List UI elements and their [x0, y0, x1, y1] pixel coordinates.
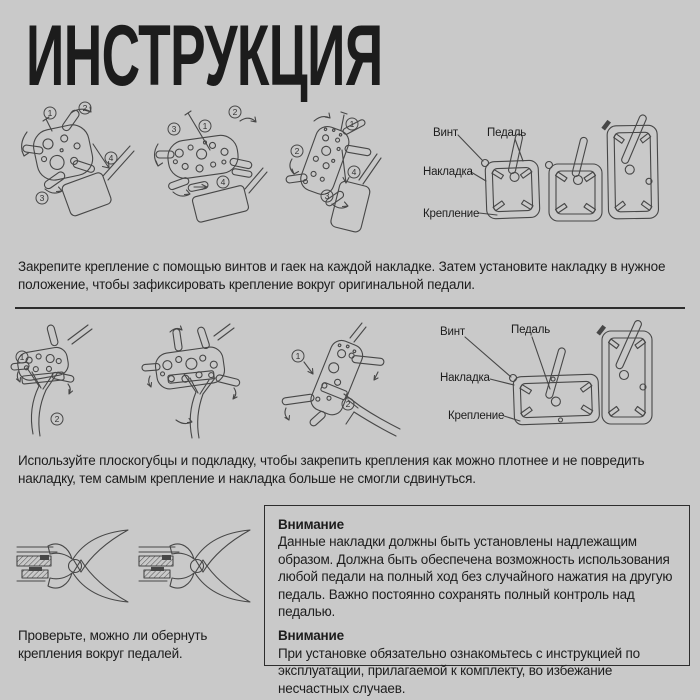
step-callout-4 [348, 166, 360, 178]
svg-text:4: 4 [220, 177, 226, 187]
svg-text:3: 3 [39, 193, 45, 203]
warning-heading-2: Внимание [278, 628, 344, 644]
step-callout-2 [79, 102, 91, 114]
step-callout-3 [321, 190, 333, 202]
pedal-label: Педаль [487, 127, 527, 139]
step-callout-2 [229, 106, 241, 118]
svg-text:1: 1 [19, 352, 25, 362]
svg-text:2: 2 [232, 107, 238, 117]
step-callout-2 [51, 413, 63, 425]
mount-label: Крепление [448, 410, 505, 422]
diagram-square-pad-steps [10, 100, 160, 245]
svg-text:4: 4 [108, 153, 114, 163]
step-callout-1 [16, 351, 28, 363]
check-caption: Проверьте, можно ли обернуть крепления вокруг педалей. [18, 628, 208, 661]
warning-heading-1: Внимание [278, 517, 344, 532]
svg-text:1: 1 [295, 351, 301, 361]
step-callout-3 [168, 123, 180, 135]
svg-text:4: 4 [351, 167, 357, 177]
step-callout-4 [217, 176, 229, 188]
svg-text:1: 1 [349, 119, 355, 129]
svg-text:3: 3 [171, 124, 177, 134]
svg-text:2: 2 [82, 103, 88, 113]
svg-text:2: 2 [294, 146, 300, 156]
warning-box [264, 505, 690, 696]
diagram-tall-pad-steps [285, 100, 420, 245]
pad-label: Накладка [423, 166, 473, 178]
diagram-pliers-square-pad [10, 320, 140, 450]
step-callout-3 [36, 192, 48, 204]
step-callout-1 [346, 118, 358, 130]
svg-text:2: 2 [345, 399, 351, 409]
diagram-labeled-pedals-2 [420, 315, 690, 450]
diagram-pliers-tall-pad [280, 320, 420, 450]
step-callout-1 [199, 120, 211, 132]
diagram-pliers-check [15, 520, 270, 616]
diagram-labeled-pedals-1 [420, 105, 690, 240]
step-callout-4 [105, 152, 117, 164]
warning-text-1: Данные накладки должны быть установлены надлежащим образом. Должна быть обеспечена возможность использования любой педали на полный ход без случайного нажатия на другую педаль. Важно постоянно сохранять полный контроль над педалью. [278, 534, 673, 620]
instruction-text-1: Закрепите крепление с помощью винтов и гаек на каждой накладке. Затем установите накладку в нужное положение, чтобы зафиксировать крепление вокруг оригинальной педали. [18, 259, 666, 292]
diagram-wide-pad-steps [150, 100, 270, 245]
warning-text-2: При установке обязательно ознакомьтесь с инструкцией по эксплуатации, прилагаемой к комплекту, во избежание несчастных случаев. [278, 645, 640, 696]
screw-label: Винт [433, 127, 458, 139]
step-callout-1 [292, 350, 304, 362]
mount-label: Крепление [423, 208, 480, 220]
svg-text:2: 2 [54, 414, 60, 424]
page-title: ИНСТРУКЦИЯ [26, 8, 383, 104]
instruction-text-2: Используйте плоскогубцы и подкладку, чтобы закрепить крепления как можно плотнее и не повредить накладку, тем самым крепление и накладка больше не смогли сдвинуться. [18, 453, 645, 486]
diagram-pliers-wide-pad [140, 320, 270, 450]
pedal-label: Педаль [511, 324, 551, 336]
screw-label: Винт [440, 326, 465, 338]
pad-label: Накладка [440, 372, 490, 384]
step-callout-1 [44, 107, 56, 119]
svg-text:1: 1 [47, 108, 53, 118]
svg-text:3: 3 [324, 191, 330, 201]
step-callout-2 [291, 145, 303, 157]
section-divider [15, 307, 685, 309]
svg-text:1: 1 [202, 121, 208, 131]
